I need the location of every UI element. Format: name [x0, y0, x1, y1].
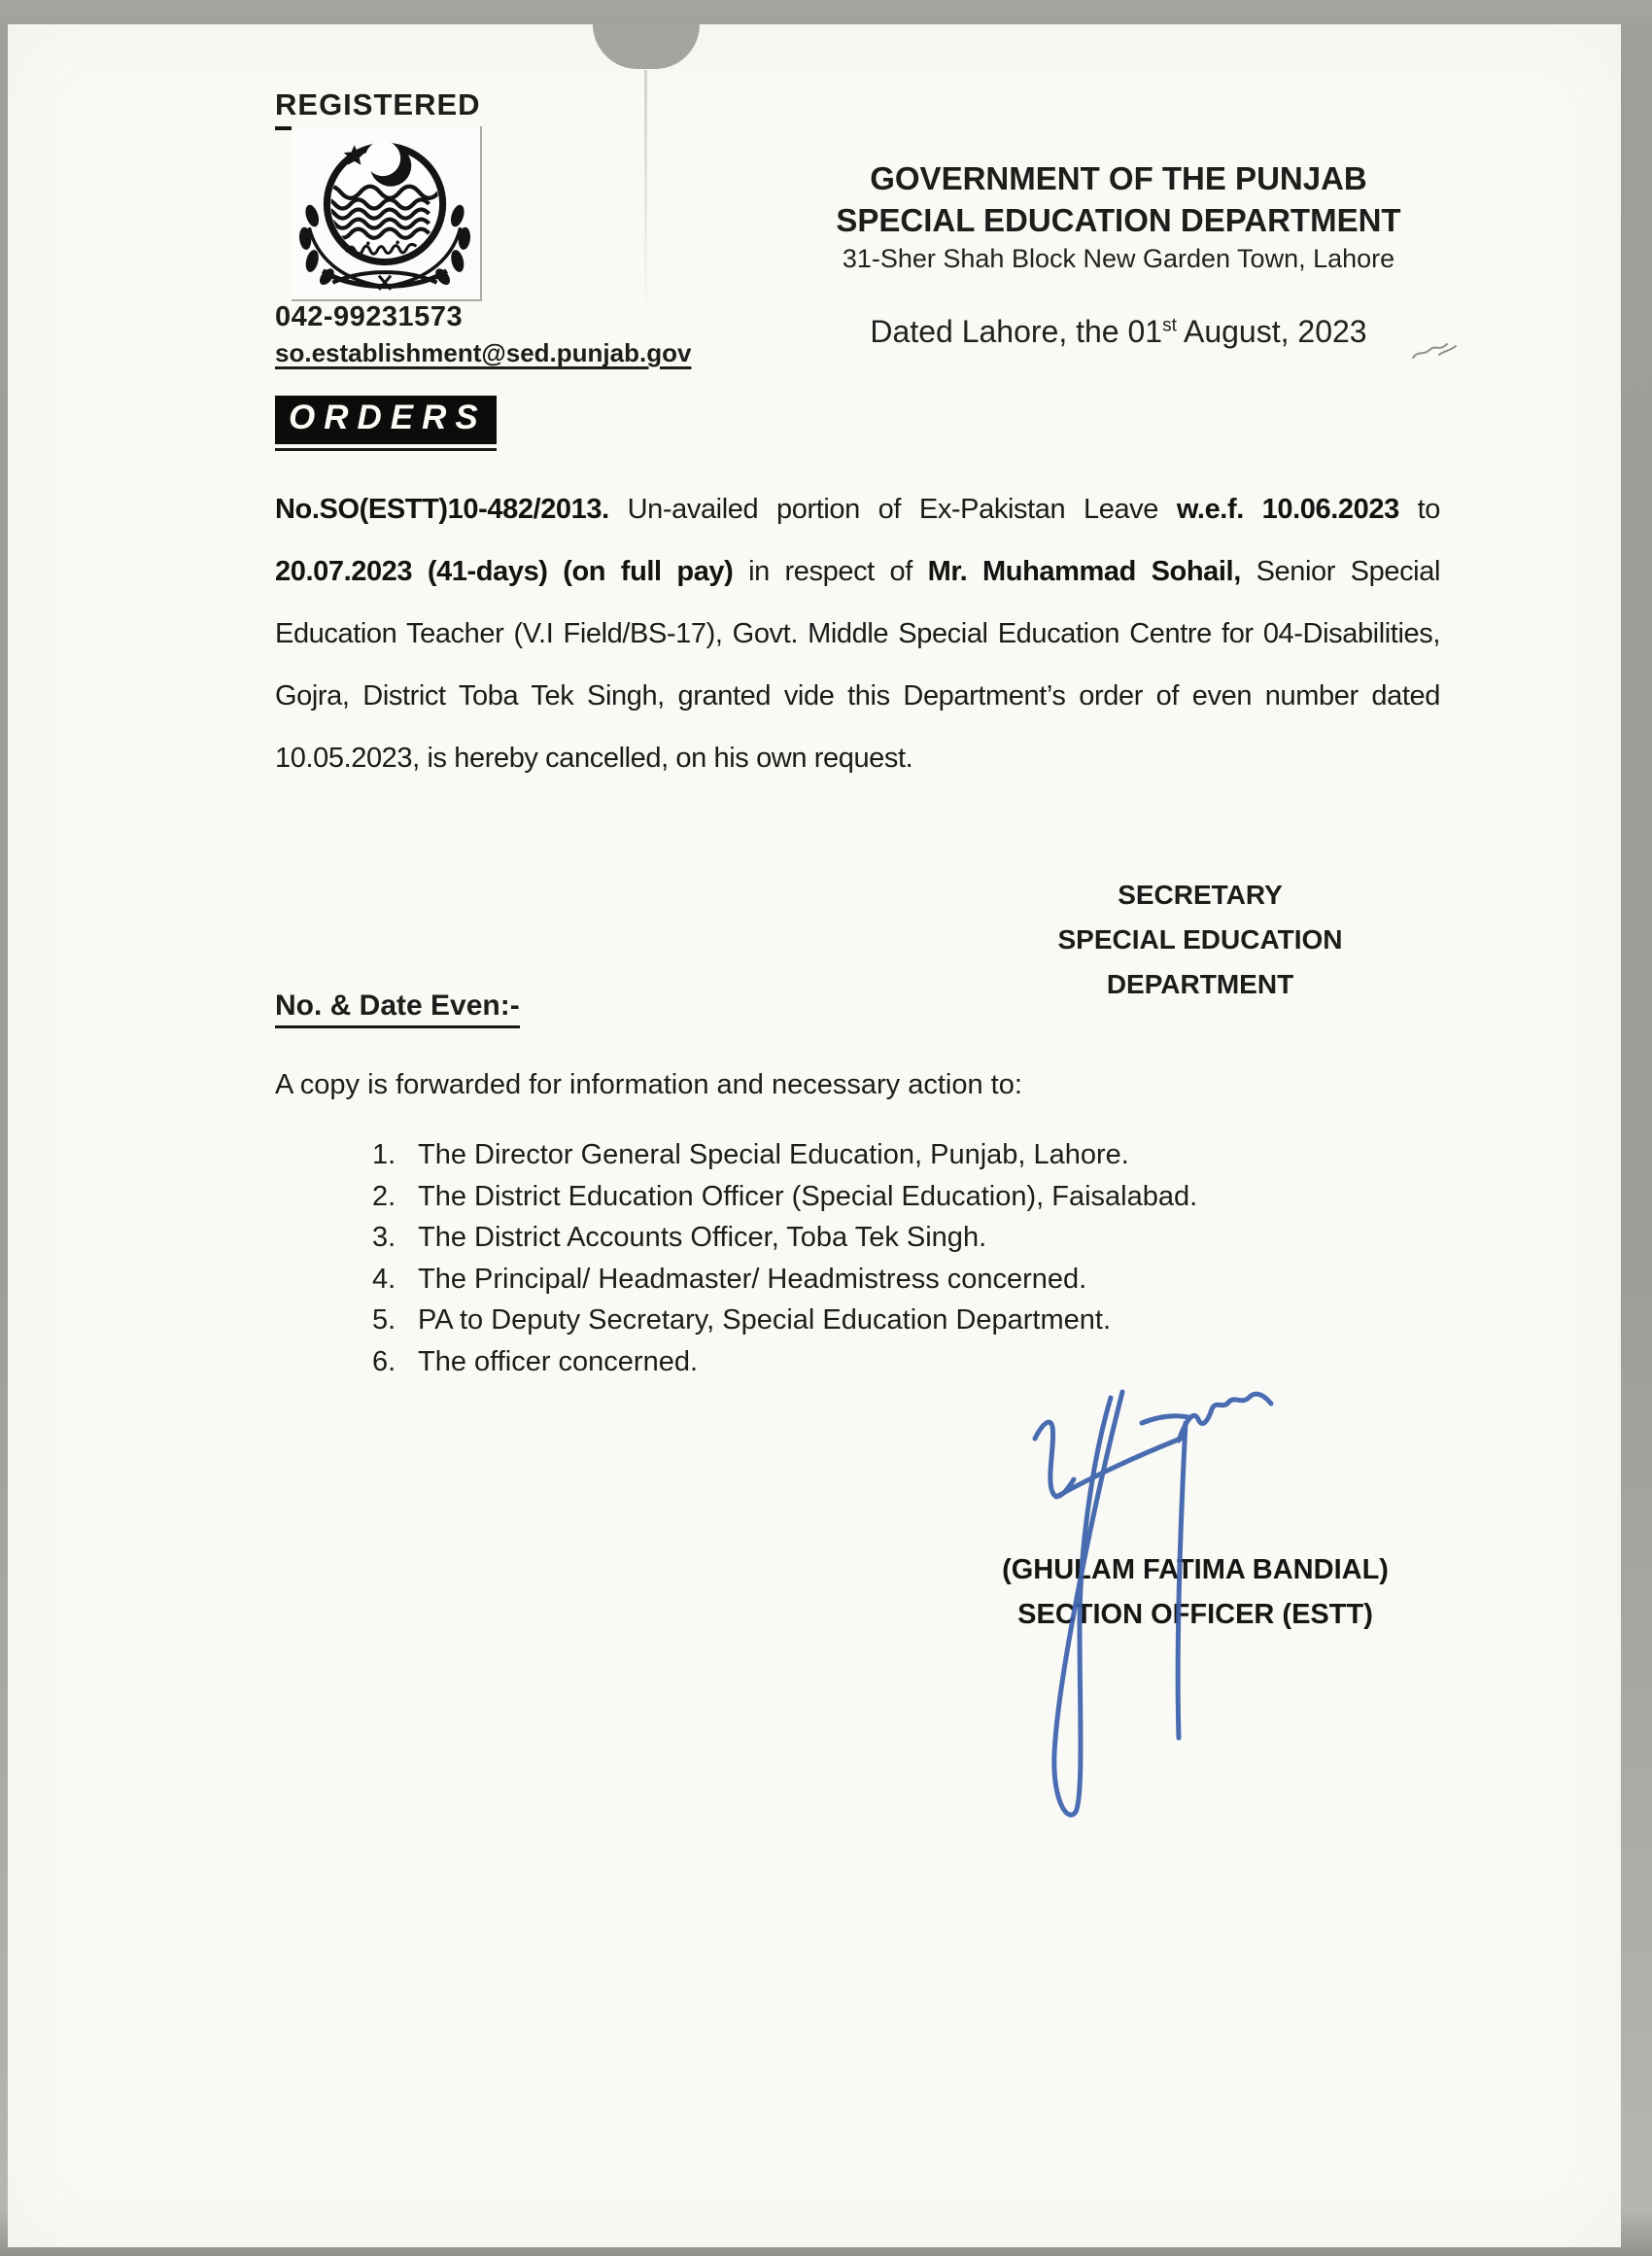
item-number: 1.	[372, 1139, 396, 1170]
date-line	[821, 314, 1416, 350]
date-prefix: Dated Lahore, the 01	[870, 314, 1163, 349]
registered-stamp: REGISTERED	[275, 87, 481, 130]
distribution-list	[372, 1134, 1363, 1382]
paragraph-segment: 20.07.2023 (41-days) (on full pay)	[275, 556, 734, 587]
item-number: 3.	[372, 1222, 396, 1253]
pen-scribble-icon	[1411, 338, 1458, 364]
paragraph-segment: Un-availed portion of Ex-Pakistan Leave	[608, 494, 1177, 525]
paragraph-segment: Senior Special Education Teacher (V.I Field/BS-17), Govt. Middle Special Education Centre for 04-Disabilities, Gojra, District Toba Tek Singh, granted vide this Department’s order of even number dated 10.05.2023, is hereby cancelled, on his own request.	[275, 556, 1440, 774]
signatory-title: SECTION OFFICER (ESTT)	[1017, 1599, 1373, 1630]
item-number: 2.	[372, 1180, 396, 1212]
paragraph-segment: w.e.f. 10.06.2023	[1176, 494, 1399, 525]
signature-ink	[986, 1382, 1288, 1836]
punjab-government-crest-logo	[292, 126, 478, 297]
item-number: 4.	[372, 1263, 396, 1295]
item-text: PA to Deputy Secretary, Special Education Department.	[418, 1304, 1112, 1336]
item-number: 6.	[372, 1345, 396, 1377]
item-number: 5.	[372, 1304, 396, 1336]
paragraph-segment: in respect of	[733, 556, 928, 587]
distribution-intro: A copy is forwarded for information and necessary action to:	[275, 1069, 1022, 1100]
stray-pen-mark	[1411, 338, 1458, 368]
item-text: The officer concerned.	[418, 1345, 699, 1377]
item-text: The District Education Officer (Special Education), Faisalabad.	[418, 1180, 1198, 1212]
order-paragraph	[275, 478, 1440, 789]
logo-box	[292, 126, 482, 301]
paper-crease	[644, 70, 647, 318]
authority-block	[1006, 873, 1394, 1007]
org-name-line1: GOVERNMENT OF THE PUNJAB	[870, 160, 1367, 196]
handwritten-signature-icon	[986, 1382, 1288, 1831]
distribution-item	[372, 1341, 1363, 1383]
paragraph-segment: Mr. Muhammad Sohail,	[927, 556, 1241, 587]
org-name-line2: SPECIAL EDUCATION DEPARTMENT	[836, 202, 1401, 238]
orders-heading: ORDERS	[275, 396, 497, 444]
distribution-item	[372, 1259, 1363, 1301]
reference-heading: No. & Date Even:-	[275, 989, 520, 1028]
item-text: The Director General Special Education, Punjab, Lahore.	[418, 1139, 1129, 1170]
distribution-item	[372, 1217, 1363, 1259]
distribution-item	[372, 1300, 1363, 1341]
item-text: The Principal/ Headmaster/ Headmistress concerned.	[418, 1263, 1087, 1295]
letterhead	[821, 157, 1416, 276]
paragraph-segment: to	[1398, 494, 1440, 525]
date-ordinal: st	[1162, 315, 1177, 336]
org-address: 31-Sher Shah Block New Garden Town, Lahore	[842, 244, 1395, 273]
phone-number: 042-99231573	[275, 301, 464, 332]
orders-heading-underline	[275, 396, 497, 451]
authority-line1: SECRETARY	[1118, 880, 1283, 910]
paragraph-segment: No.SO(ESTT)10-482/2013.	[275, 494, 609, 525]
authority-line2: SPECIAL EDUCATION	[1057, 924, 1343, 954]
distribution-item	[372, 1134, 1363, 1176]
authority-line3: DEPARTMENT	[1106, 969, 1294, 999]
date-suffix: August, 2023	[1176, 314, 1367, 349]
item-text: The District Accounts Officer, Toba Tek Singh.	[418, 1222, 987, 1253]
email-address: so.establishment@sed.punjab.gov	[275, 338, 692, 367]
distribution-item	[372, 1176, 1363, 1218]
signatory-name: (GHULAM FATIMA BANDIAL)	[1002, 1554, 1389, 1585]
